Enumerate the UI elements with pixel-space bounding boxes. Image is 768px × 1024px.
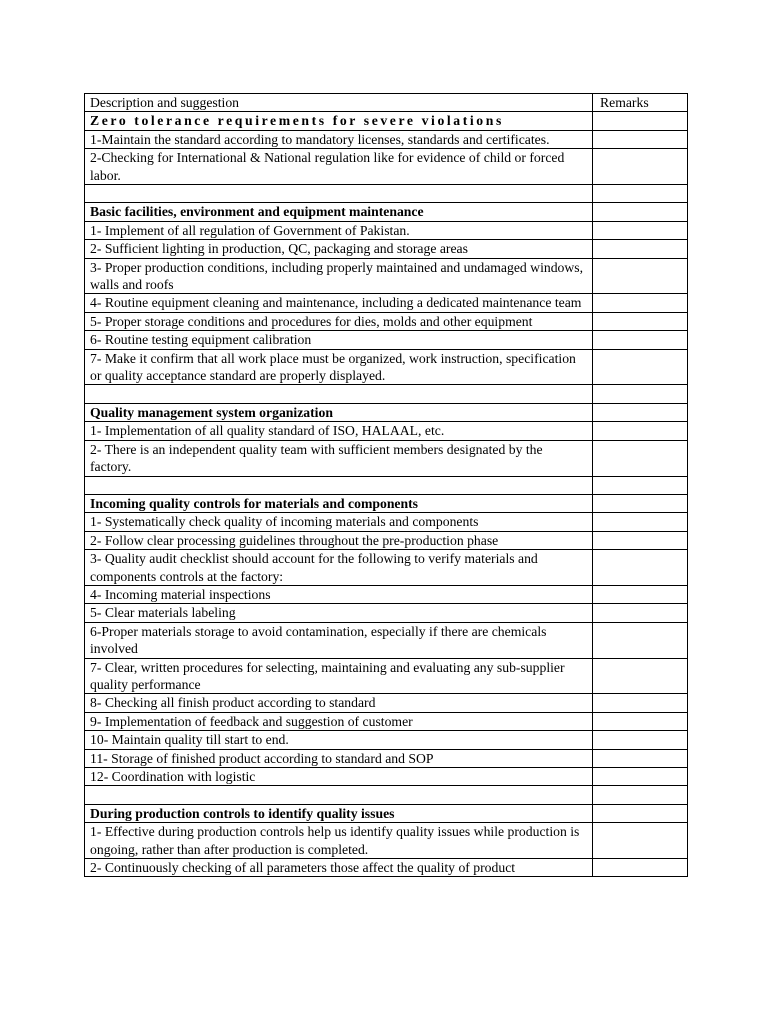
checklist-item-row	[85, 749, 688, 767]
blank-cell	[85, 385, 593, 403]
blank-cell	[85, 185, 593, 203]
remarks-cell	[593, 130, 688, 148]
item-description: 6-Proper materials storage to avoid contamination, especially if there are chemicals involved	[85, 622, 593, 658]
checklist-item-row	[85, 258, 688, 294]
header-row	[85, 94, 688, 112]
checklist-body	[85, 94, 688, 877]
blank-row	[85, 385, 688, 403]
remarks-cell	[593, 585, 688, 603]
checklist-item-row	[85, 622, 688, 658]
remarks-cell	[593, 240, 688, 258]
remarks-cell	[593, 112, 688, 130]
remarks-cell	[593, 185, 688, 203]
remarks-cell	[593, 349, 688, 385]
item-description: 12- Coordination with logistic	[85, 767, 593, 785]
description-header: Description and suggestion	[85, 94, 593, 112]
checklist-item-row	[85, 513, 688, 531]
remarks-cell	[593, 804, 688, 822]
remarks-cell	[593, 767, 688, 785]
section-heading-row	[85, 203, 688, 221]
checklist-item-row	[85, 658, 688, 694]
remarks-cell	[593, 786, 688, 804]
item-description: 4- Incoming material inspections	[85, 585, 593, 603]
section-title: Basic facilities, environment and equipment maintenance	[85, 203, 593, 221]
remarks-cell	[593, 312, 688, 330]
item-description: 1- Systematically check quality of incoming materials and components	[85, 513, 593, 531]
remarks-cell	[593, 440, 688, 476]
item-description: 9- Implementation of feedback and suggestion of customer	[85, 712, 593, 730]
checklist-item-row	[85, 331, 688, 349]
checklist-item-row	[85, 731, 688, 749]
remarks-cell	[593, 203, 688, 221]
checklist-item-row	[85, 130, 688, 148]
item-description: 2- There is an independent quality team with sufficient members designated by the factory.	[85, 440, 593, 476]
item-description: 5- Clear materials labeling	[85, 604, 593, 622]
checklist-item-row	[85, 312, 688, 330]
remarks-cell	[593, 494, 688, 512]
remarks-cell	[593, 476, 688, 494]
remarks-cell	[593, 258, 688, 294]
remarks-cell	[593, 294, 688, 312]
remarks-cell	[593, 531, 688, 549]
item-description: 7- Make it confirm that all work place must be organized, work instruction, specification or quality acceptance standard are properly displayed.	[85, 349, 593, 385]
remarks-cell	[593, 712, 688, 730]
checklist-item-row	[85, 240, 688, 258]
checklist-item-row	[85, 531, 688, 549]
remarks-cell	[593, 622, 688, 658]
section-title: Zero tolerance requirements for severe violations	[85, 112, 593, 130]
checklist-item-row	[85, 294, 688, 312]
item-description: 4- Routine equipment cleaning and maintenance, including a dedicated maintenance team	[85, 294, 593, 312]
remarks-cell	[593, 550, 688, 586]
remarks-cell	[593, 658, 688, 694]
item-description: 1- Implement of all regulation of Government of Pakistan.	[85, 221, 593, 239]
section-heading-row	[85, 403, 688, 421]
item-description: 10- Maintain quality till start to end.	[85, 731, 593, 749]
item-description: 1- Effective during production controls help us identify quality issues while production is ongoing, rather than after production is completed.	[85, 823, 593, 859]
checklist-item-row	[85, 712, 688, 730]
item-description: 2- Follow clear processing guidelines throughout the pre-production phase	[85, 531, 593, 549]
blank-row	[85, 185, 688, 203]
remarks-header: Remarks	[593, 94, 688, 112]
remarks-cell	[593, 694, 688, 712]
remarks-cell	[593, 513, 688, 531]
section-title: During production controls to identify quality issues	[85, 804, 593, 822]
item-description: 2-Checking for International & National regulation like for evidence of child or forced labor.	[85, 149, 593, 185]
blank-row	[85, 476, 688, 494]
checklist-item-row	[85, 694, 688, 712]
checklist-item-row	[85, 440, 688, 476]
checklist-item-row	[85, 767, 688, 785]
checklist-item-row	[85, 604, 688, 622]
section-heading-row	[85, 804, 688, 822]
item-description: 3- Quality audit checklist should account for the following to verify materials and components controls at the factory:	[85, 550, 593, 586]
remarks-cell	[593, 385, 688, 403]
checklist-item-row	[85, 349, 688, 385]
item-description: 6- Routine testing equipment calibration	[85, 331, 593, 349]
remarks-cell	[593, 331, 688, 349]
item-description: 8- Checking all finish product according to standard	[85, 694, 593, 712]
remarks-cell	[593, 731, 688, 749]
remarks-cell	[593, 403, 688, 421]
section-title: Quality management system organization	[85, 403, 593, 421]
remarks-cell	[593, 149, 688, 185]
checklist-table	[84, 93, 688, 877]
item-description: 3- Proper production conditions, including properly maintained and undamaged windows, walls and roofs	[85, 258, 593, 294]
checklist-item-row	[85, 585, 688, 603]
checklist-item-row	[85, 422, 688, 440]
section-title: Incoming quality controls for materials and components	[85, 494, 593, 512]
blank-cell	[85, 786, 593, 804]
checklist-item-row	[85, 550, 688, 586]
remarks-cell	[593, 604, 688, 622]
section-heading-row	[85, 494, 688, 512]
item-description: 1- Implementation of all quality standard of ISO, HALAAL, etc.	[85, 422, 593, 440]
blank-row	[85, 786, 688, 804]
checklist-item-row	[85, 221, 688, 239]
checklist-item-row	[85, 823, 688, 859]
checklist-item-row	[85, 149, 688, 185]
item-description: 2- Sufficient lighting in production, QC, packaging and storage areas	[85, 240, 593, 258]
checklist-item-row	[85, 859, 688, 877]
remarks-cell	[593, 823, 688, 859]
remarks-cell	[593, 422, 688, 440]
item-description: 5- Proper storage conditions and procedures for dies, molds and other equipment	[85, 312, 593, 330]
blank-cell	[85, 476, 593, 494]
section-heading-row	[85, 112, 688, 130]
item-description: 11- Storage of finished product according to standard and SOP	[85, 749, 593, 767]
remarks-cell	[593, 859, 688, 877]
item-description: 1-Maintain the standard according to mandatory licenses, standards and certificates.	[85, 130, 593, 148]
remarks-cell	[593, 221, 688, 239]
remarks-cell	[593, 749, 688, 767]
item-description: 2- Continuously checking of all parameters those affect the quality of product	[85, 859, 593, 877]
item-description: 7- Clear, written procedures for selecting, maintaining and evaluating any sub-supplier quality performance	[85, 658, 593, 694]
